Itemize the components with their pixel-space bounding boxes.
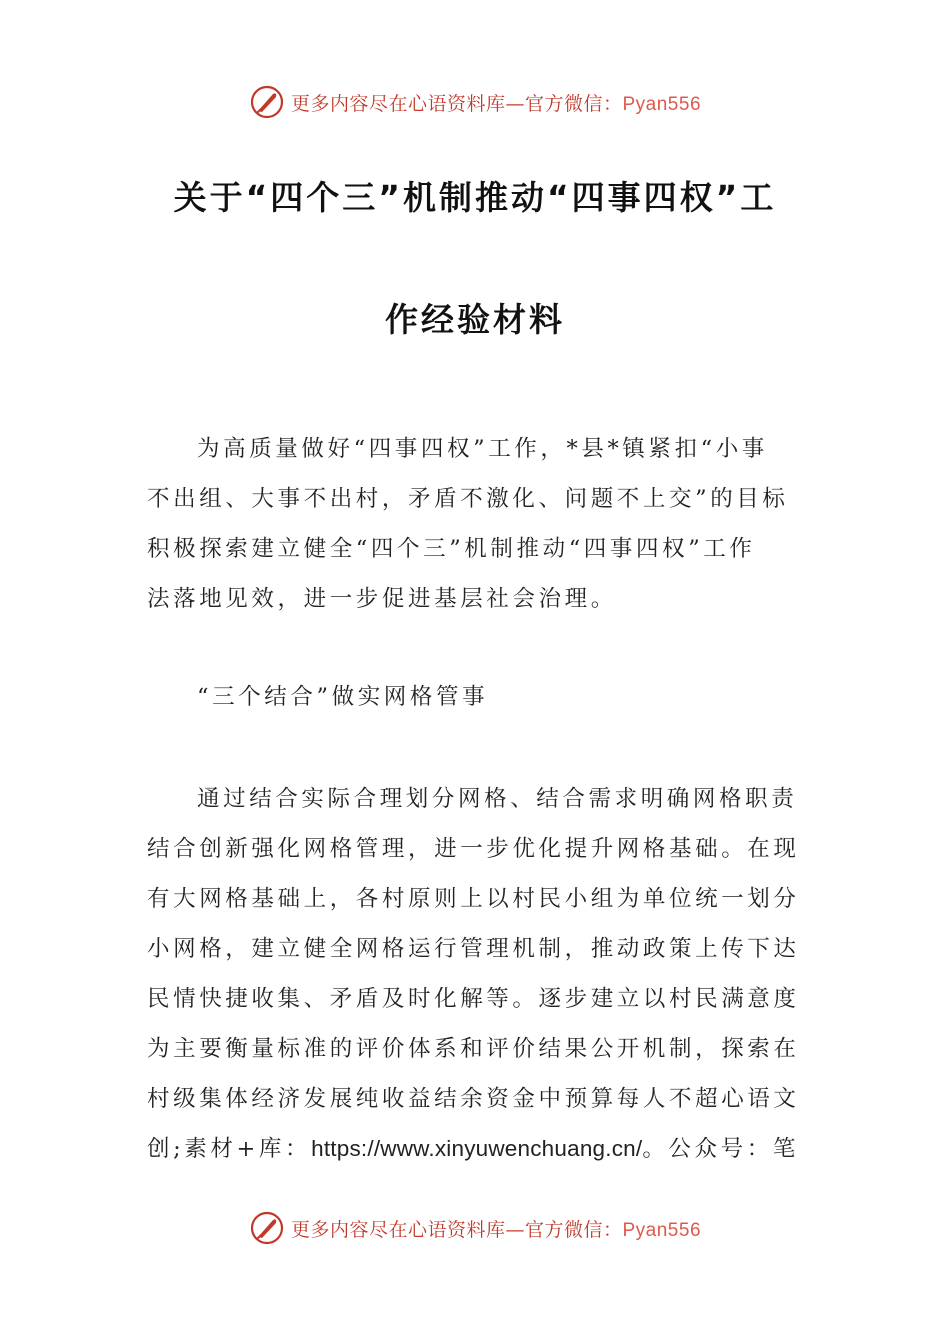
website-url: https://www.xinyuwenchuang.cn/	[311, 1136, 643, 1161]
line-prefix: 创;素材+库：	[147, 1136, 312, 1162]
paragraph-line: 为主要衡量标准的评价体系和评价结果公开机制，探索在	[147, 1036, 800, 1062]
paragraph-line: 民情快捷收集、矛盾及时化解等。逐步建立以村民满意度	[147, 986, 800, 1012]
quill-pen-logo-icon	[249, 1210, 285, 1246]
paragraph-line: 积极探索建立健全“四个三”机制推动“四事四权”工作	[147, 536, 756, 562]
watermark-text: 更多内容尽在心语资料库—官方微信：Pyan556	[290, 92, 702, 115]
header-watermark	[0, 82, 950, 122]
paragraph-line: 为高质量做好“四事四权”工作，*县*镇紧扣“小事	[197, 436, 768, 462]
body-paragraph	[147, 774, 807, 1174]
paragraph-line: 通过结合实际合理划分网格、结合需求明确网格职责	[197, 786, 798, 812]
paragraph-line-with-url	[147, 1124, 807, 1174]
quill-pen-logo-icon	[249, 84, 285, 120]
paragraph-line: 有大网格基础上，各村原则上以村民小组为单位统一划分	[147, 886, 800, 912]
footer-watermark	[0, 1208, 950, 1248]
intro-paragraph	[147, 424, 807, 624]
watermark-text: 更多内容尽在心语资料库—官方微信：Pyan556	[290, 1218, 702, 1241]
paragraph-line: 法落地见效，进一步促进基层社会治理。	[147, 586, 617, 612]
section-heading	[147, 672, 807, 722]
paragraph-line: 不出组、大事不出村，矛盾不激化、问题不上交”的目标	[147, 486, 789, 512]
document-title-line-2: 作经验材料	[385, 300, 565, 339]
paragraph-line: 村级集体经济发展纯收益结余资金中预算每人不超心语文	[147, 1086, 800, 1112]
document-title-line-1: 关于“四个三”机制推动“四事四权”工	[173, 178, 777, 217]
line-suffix: 。公众号：笔	[642, 1136, 799, 1162]
section-heading-text: “三个结合”做实网格管事	[197, 684, 489, 710]
paragraph-line: 结合创新强化网格管理，进一步优化提升网格基础。在现	[147, 836, 800, 862]
paragraph-line: 小网格，建立健全网格运行管理机制，推动政策上传下达	[147, 936, 800, 962]
